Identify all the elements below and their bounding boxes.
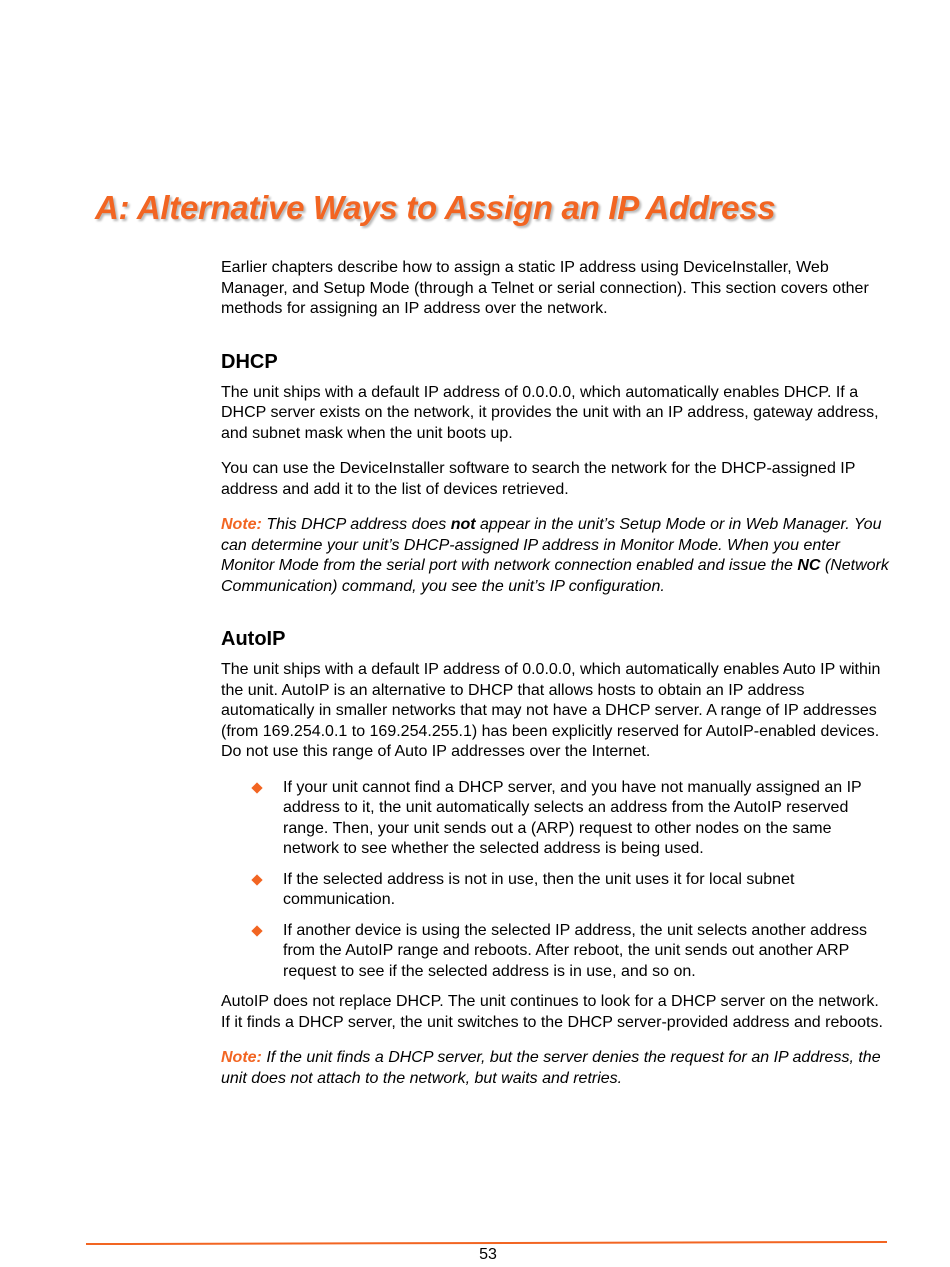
diamond-bullet-icon — [251, 925, 262, 936]
autoip-bullet-list — [221, 778, 889, 983]
autoip-paragraph-2: AutoIP does not replace DHCP. The unit continues to look for a DHCP server on the network. If it finds a DHCP server, the unit switches to the DHCP server-provided address and reboots. — [221, 993, 883, 1031]
list-item-text: If another device is using the selected IP address, the unit selects another address from the AutoIP range and reboots. After reboot, the unit sends out another ARP request to see if the selected address is in use, and so on. — [283, 921, 868, 980]
dhcp-note — [221, 515, 889, 597]
list-item-text: If your unit cannot find a DHCP server, and you have not manually assigned an IP address to it, the unit automatically selects an address from the AutoIP reserved range. Then, your unit sends out a (ARP) request to other nodes on the same network to see whether the selected address is being used. — [283, 778, 862, 857]
dhcp-paragraph-1: The unit ships with a default IP address of 0.0.0.0, which automatically enables DHCP. If a DHCP server exists on the network, it provides the unit with an IP address, gateway address, and subnet mask when the unit boots up. — [221, 383, 879, 442]
list-item — [283, 870, 889, 911]
autoip-heading: AutoIP — [221, 628, 286, 650]
note-emphasis: not — [450, 516, 476, 533]
diamond-bullet-icon — [251, 782, 262, 793]
note-label: Note: — [221, 1049, 262, 1066]
autoip-note — [221, 1048, 889, 1089]
list-item — [283, 921, 889, 983]
page-number: 53 — [479, 1246, 497, 1263]
main-content — [221, 258, 889, 1089]
chapter-title: A: Alternative Ways to Assign an IP Address — [95, 189, 776, 226]
note-text: This DHCP address does — [261, 516, 451, 533]
note-text: appear in the unit’s Setup Mode or in Web Manager. You can determine your unit’s DHCP-assigned IP address in Monitor Mode. When you enter Monitor Mode from the serial port with network connection enabled and issue the — [221, 516, 882, 574]
list-item — [283, 778, 889, 860]
intro-paragraph: Earlier chapters describe how to assign a static IP address using DeviceInstaller, Web Manager, and Setup Mode (through a Telnet or serial connection). This section covers other methods for assigning an IP address over the network. — [221, 259, 869, 317]
note-label: Note: — [221, 516, 262, 533]
note-text: If the unit finds a DHCP server, but the server denies the request for an IP address, the unit does not attach to the network, but waits and retries. — [221, 1049, 881, 1087]
note-command: NC — [797, 557, 821, 574]
autoip-paragraph-1: The unit ships with a default IP address of 0.0.0.0, which automatically enables Auto IP within the unit. AutoIP is an alternative to DHCP that allows hosts to obtain an IP address automatically in smaller networks that may not have a DHCP server. A range of IP addresses (from 169.254.0.1 to 169.254.255.1) has been explicitly reserved for AutoIP-enabled devices. Do not use this range of Auto IP addresses over the Internet. — [221, 661, 881, 760]
list-item-text: If the selected address is not in use, then the unit uses it for local subnet communication. — [283, 870, 795, 908]
footer-divider — [86, 1241, 887, 1245]
dhcp-paragraph-2: You can use the DeviceInstaller software to search the network for the DHCP-assigned IP address and add it to the list of devices retrieved. — [221, 460, 856, 498]
dhcp-heading: DHCP — [221, 350, 278, 373]
diamond-bullet-icon — [251, 874, 262, 885]
note-text: (Network Communication) command, you see the unit’s IP configuration. — [221, 557, 889, 595]
